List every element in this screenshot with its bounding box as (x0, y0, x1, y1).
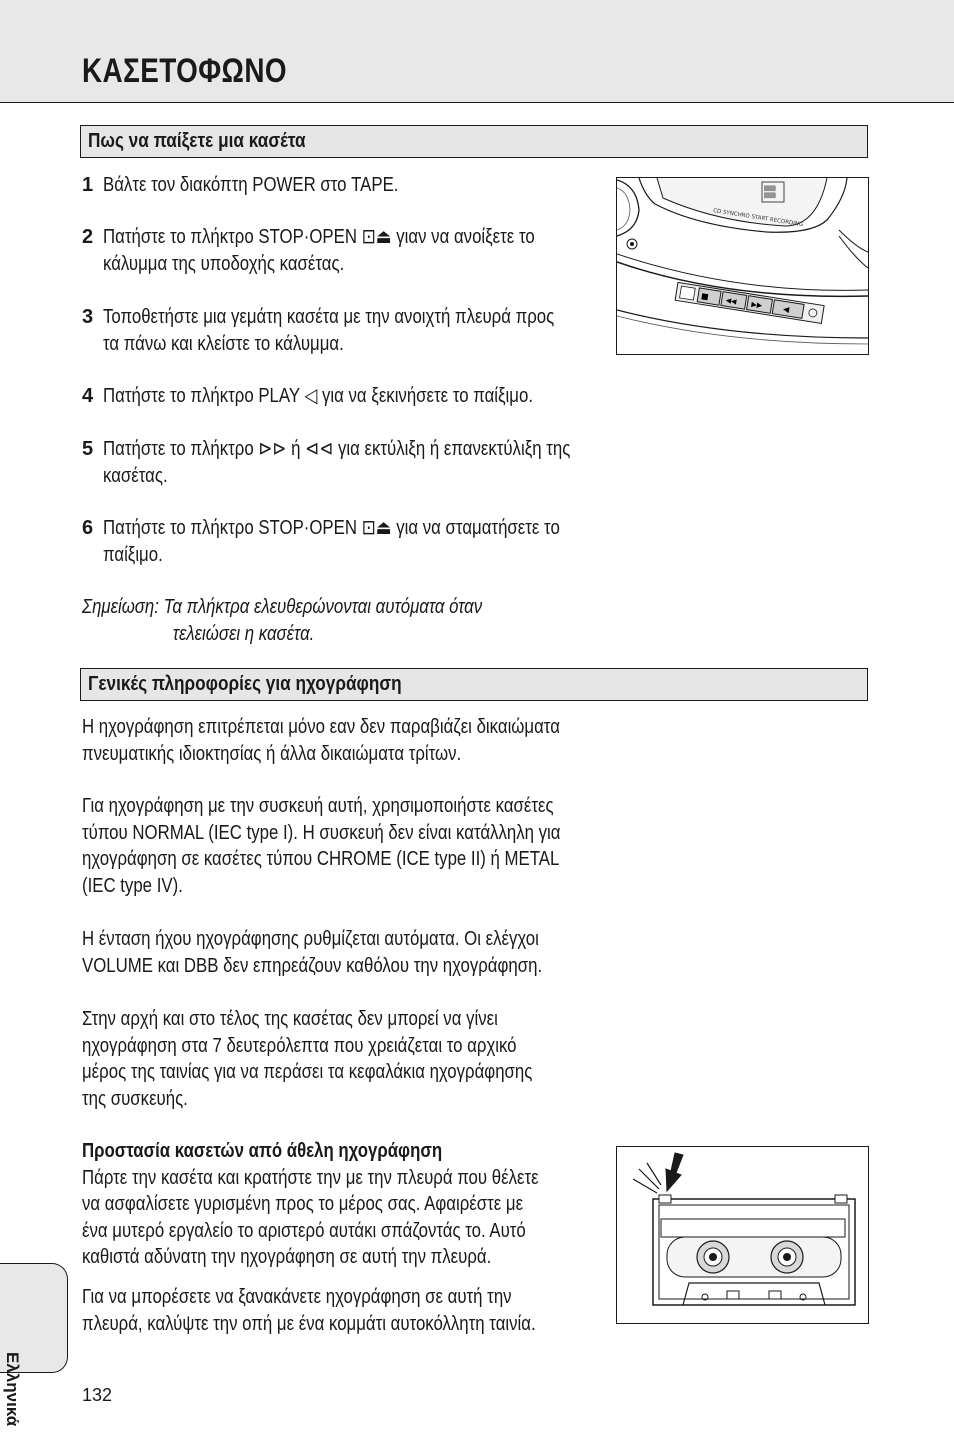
paragraph-line: Στην αρχή και στο τέλος της κασέτας δεν μπορεί να γίνει (82, 1008, 498, 1030)
step-number: 2 (82, 226, 94, 248)
cassette-drawing (617, 1147, 868, 1323)
step-number: 3 (82, 306, 94, 328)
note (82, 594, 482, 647)
paragraph-line: Για ηχογράφηση με την συσκευή αυτή, χρησιμοποιήστε κασέτες (82, 795, 554, 817)
paragraph (82, 1006, 532, 1112)
step-line: κασέτας. (103, 464, 168, 487)
step-line: κάλυμμα της υποδοχής κασέτας. (103, 252, 345, 275)
section-heading-play (80, 125, 868, 158)
cassette-deck-illustration (616, 177, 869, 355)
svg-text:▒▒▒: ▒▒▒ (764, 186, 776, 192)
svg-text:▒▒▒: ▒▒▒ (764, 193, 776, 199)
step-number: 6 (82, 517, 94, 539)
paragraph (82, 714, 560, 767)
step-line: Πατήστε το πλήκτρο PLAY ◁ για να ξεκινήσετε το παίξιμο. (103, 385, 533, 407)
paragraph (82, 793, 560, 899)
step-number: 1 (82, 174, 94, 196)
note-line: τελειώσει η κασέτα. (172, 622, 315, 645)
protection-block (82, 1138, 539, 1271)
step-line: Πατήστε το πλήκτρο STOP·OPEN ⊡⏏ για να σταματήσετε το (103, 517, 560, 539)
step-line: παίξιμο. (103, 543, 163, 566)
language-tab-label: Ελληνικά (3, 1352, 22, 1427)
step-line: Βάλτε τον διακόπτη POWER στο TAPE. (103, 174, 399, 196)
step-text (103, 224, 535, 277)
section-heading-play-text: Πως να παίξετε μια κασέτα (88, 130, 306, 152)
subheading: Προστασία κασετών από άθελη ηχογράφηση (82, 1140, 443, 1162)
cassette-illustration (616, 1146, 869, 1324)
paragraph-line: ηχογράφηση στα 7 δευτερόλεπτα που χρειάζεται το αρχικό (82, 1034, 517, 1057)
step-number: 4 (82, 385, 94, 407)
fast-forward-button-glyph: ▶▶ (750, 300, 763, 310)
paragraph-line: ένα μυτερό εργαλείο το αριστερό αυτάκι σπάζοντάς το. Αυτό (82, 1219, 526, 1242)
stop-button-glyph: ■ (700, 291, 710, 302)
step-text (103, 515, 560, 568)
page-number: 132 (82, 1385, 113, 1405)
step-text (103, 383, 533, 410)
paragraph-line: (IEC type IV). (82, 874, 183, 897)
paragraph-line: καθιστά αδύνατη την ηχογράφηση σε αυτή την πλευρά. (82, 1246, 492, 1268)
panel-text: CD SYNCHRO START RECORDING (712, 208, 804, 229)
step-text (103, 304, 554, 357)
paragraph-line: πνευματικής ιδιοκτησίας ή άλλα δικαιώματα τρίτων. (82, 742, 462, 765)
step-line: τα πάνω και κλείστε το κάλυμμα. (103, 332, 344, 355)
paragraph-line: VOLUME και DBB δεν επηρεάζουν καθόλου την ηχογράφηση. (82, 954, 543, 977)
paragraph (82, 926, 542, 979)
paragraph-line: Πάρτε την κασέτα και κρατήστε την με την πλευρά που θέλετε (82, 1166, 539, 1189)
step-line: Τοποθετήστε μια γεμάτη κασέτα με την ανοιχτή πλευρά προς (103, 306, 555, 328)
note-line: Σημείωση: Τα πλήκτρα ελευθερώνονται αυτόματα όταν (82, 596, 483, 618)
step-line: Πατήστε το πλήκτρο ⊳⊳ ή ⊲⊲ για εκτύλιξη ή επανεκτύλιξη της (103, 438, 571, 460)
paragraph-line: Για να μπορέσετε να ξανακάνετε ηχογράφηση σε αυτή την (82, 1286, 512, 1308)
play-button-glyph: ◀ (782, 304, 790, 315)
step-number: 5 (82, 438, 94, 460)
step-text (103, 436, 570, 489)
step-text (103, 172, 398, 199)
paragraph-line: ηχογράφηση σε κασέτες τύπου CHROME (ICE type II) ή METAL (82, 848, 560, 870)
paragraph-line: μέρος της ταινίας για να περάσει τα κεφαλάκια ηχογράφησης (82, 1061, 533, 1083)
section-heading-recording-text: Γενικές πληροφορίες για ηχογράφηση (88, 673, 402, 695)
cassette-deck-drawing (617, 178, 868, 354)
section-heading-recording (80, 668, 868, 701)
language-tab (0, 1263, 68, 1427)
paragraph-line: να ασφαλίσετε γυρισμένη προς το μέρος σας. Αφαιρέστε με (82, 1193, 524, 1215)
step-line: Πατήστε το πλήκτρο STOP·OPEN ⊡⏏ γιαν να ανοίξετε το (103, 226, 535, 248)
paragraph-line: της συσκευής. (82, 1087, 188, 1110)
paragraph-line: πλευρά, καλύψτε την οπή με ένα κομμάτι αυτοκόλλητη ταινία. (82, 1312, 536, 1335)
paragraph-line: Η ένταση ήχου ηχογράφησης ρυθμίζεται αυτόματα. Οι ελέγχοι (82, 928, 539, 950)
paragraph-line: Η ηχογράφηση επιτρέπεται μόνο εαν δεν παραβιάζει δικαιώματα (82, 716, 560, 738)
page-title: ΚΑΣΕΤΟΦΩΝΟ (82, 52, 287, 90)
paragraph-line: τύπου NORMAL (IEC type I). Η συσκευή δεν είναι κατάλληλη για (82, 821, 561, 844)
rewind-button-glyph: ◀◀ (725, 296, 738, 306)
paragraph (82, 1284, 536, 1337)
